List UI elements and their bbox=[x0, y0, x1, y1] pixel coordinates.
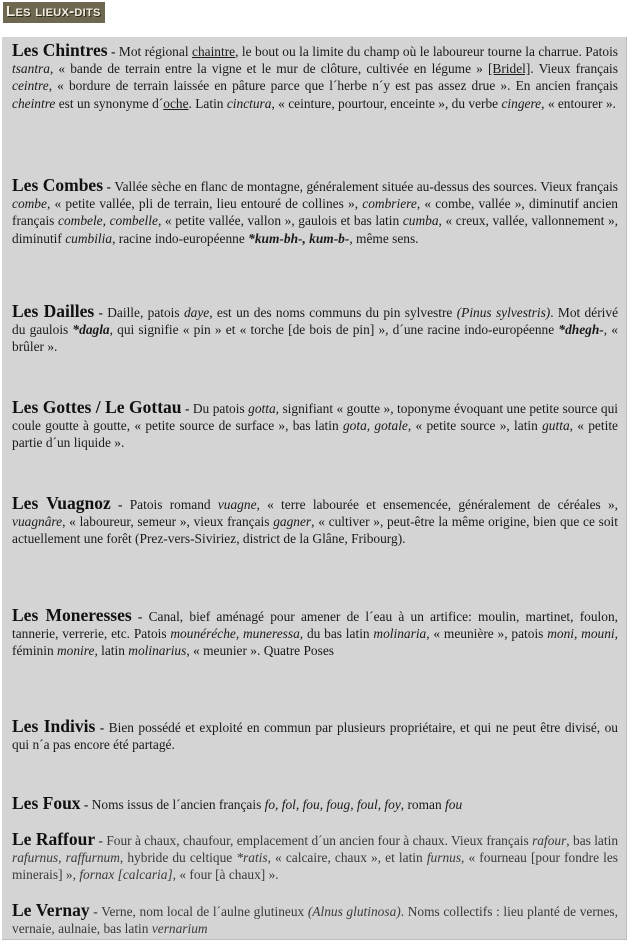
entry-text: , « terre labourée et ensemencée, généralement de céréales », bbox=[256, 497, 619, 512]
entry-text: moni, mouni bbox=[547, 626, 615, 642]
entry-text: gagner bbox=[273, 514, 312, 530]
entry-text: , le bout ou la limite du champ où le laboureur tourne la charrue. Patois bbox=[235, 44, 619, 59]
entry-text: mounéréche, muneressa bbox=[170, 626, 300, 642]
entry-text: *ratis bbox=[236, 850, 268, 866]
entry-text: , « petite source », latin bbox=[407, 418, 543, 434]
entry-text: , « petite partie d´un liquide ». bbox=[12, 418, 618, 451]
entry-text: chaintre bbox=[192, 44, 236, 59]
entry-text: , « petite vallée, pli de terrain, lieu entouré de collines », bbox=[46, 196, 363, 212]
entry-text: Du patois bbox=[192, 401, 249, 416]
entry-text: , « bande de terrain entre la vigne et le mur de clôture, cultivée en légume » bbox=[49, 61, 488, 77]
entry-term: Les Foux bbox=[12, 793, 81, 813]
entry-separator: - bbox=[103, 179, 115, 194]
entry-les-gottes bbox=[12, 399, 618, 452]
entry-text: molinaria bbox=[373, 626, 427, 642]
entry-text: , « fourneau [pour fondre les minerais] », bbox=[12, 850, 619, 883]
entry-text: oche bbox=[163, 95, 189, 111]
entry-separator: - bbox=[95, 720, 109, 735]
entry-text: fo, fol, fou, foug, foul, foy bbox=[264, 797, 401, 812]
entry-text: , « combe, vallée », diminutif ancien français bbox=[12, 196, 618, 229]
entry-text: , « brûler ». bbox=[12, 322, 618, 355]
entry-term: Les Combes bbox=[12, 175, 104, 195]
entry-text: , « meunier ». Quatre Poses bbox=[186, 643, 334, 659]
entry-le-raffour bbox=[12, 831, 618, 884]
entry-text: gutta bbox=[542, 418, 570, 434]
entry-text: tsantra bbox=[12, 61, 50, 77]
entry-le-vernay bbox=[12, 902, 618, 937]
entry-text: combriere bbox=[362, 196, 417, 212]
entry-text: , roman bbox=[400, 797, 446, 812]
entry-term: Le Raffour bbox=[12, 829, 96, 849]
entry-term: Les Indivis bbox=[12, 716, 96, 736]
entry-text: [Bridel] bbox=[487, 61, 531, 77]
entry-text: *dhegh- bbox=[558, 322, 604, 338]
entry-text: rafour bbox=[532, 833, 567, 848]
entry-text: combele, combelle bbox=[58, 213, 158, 229]
entry-text: vuagnâre bbox=[12, 514, 63, 530]
entry-text: fou bbox=[445, 797, 463, 812]
entry-separator: - bbox=[107, 44, 119, 59]
glossary-panel bbox=[2, 37, 627, 940]
entry-text: , signifiant « goutte », toponyme évoquant une petite source qui coule goutte à goutte, « petite source de surface », bas latin bbox=[12, 401, 619, 434]
page-title: Les lieux-dits bbox=[3, 2, 105, 23]
entry-text: furnus bbox=[426, 850, 462, 866]
entry-text: Four à chaux, chaufour, emplacement d´un ancien four à chaux. Vieux français bbox=[106, 833, 533, 848]
entry-term: Les Vuagnoz bbox=[12, 493, 111, 513]
entry-text: *dagla bbox=[72, 322, 110, 338]
entry-text: , « calcaire, chaux », et latin bbox=[267, 850, 427, 866]
entry-text: Patois romand bbox=[129, 497, 218, 512]
entry-term: Les Moneresses bbox=[12, 605, 132, 625]
entry-text: gotta bbox=[248, 401, 276, 416]
entry-text: , « petite vallée, vallon », gaulois et bas latin bbox=[157, 213, 403, 229]
entry-text: . Mot dérivé du gaulois bbox=[12, 305, 619, 338]
entry-text: cumba bbox=[402, 213, 439, 229]
entry-les-vuagnoz bbox=[12, 495, 618, 548]
entry-text: Daille, patois bbox=[107, 305, 184, 320]
entry-text: combe bbox=[12, 196, 47, 212]
entry-term: Le Vernay bbox=[12, 900, 90, 920]
entry-text: Noms issus de l´ancien français bbox=[91, 797, 265, 812]
entry-text: . Vieux français bbox=[530, 61, 618, 77]
entry-text: . Noms collectifs : lieu planté de vernes, vernaie, aulnaie, bas latin bbox=[12, 904, 618, 937]
entry-les-chintres bbox=[12, 42, 618, 112]
entry-term: Les Dailles bbox=[12, 301, 95, 321]
entry-separator: - bbox=[80, 797, 92, 812]
entry-text: vuagne bbox=[217, 497, 257, 512]
entry-text: *kum-bh-, kum-b- bbox=[248, 230, 350, 246]
entry-text: cumbilia bbox=[65, 230, 113, 246]
entry-text: (Alnus glutinosa) bbox=[307, 904, 401, 919]
entry-text: , est un des noms communs du pin sylvestre bbox=[209, 305, 457, 320]
entry-text: Vallée sèche en flanc de montagne, généralement située au-dessus des sources. Vieux français bbox=[114, 179, 619, 194]
entry-term: Les Gottes / Le Gottau bbox=[12, 397, 182, 417]
entry-text: . Latin bbox=[188, 95, 227, 111]
entry-text: Mot régional bbox=[118, 44, 192, 59]
entry-text: vernarium bbox=[151, 921, 208, 937]
entry-text: rafurnus, raffurnum bbox=[12, 850, 120, 866]
entry-separator: - bbox=[110, 497, 130, 512]
entry-text: , « ceinture, pourtour, enceinte », du verbe bbox=[271, 95, 502, 111]
entry-text: daye bbox=[183, 305, 210, 320]
entry-text: , « cultiver », peut-être la même origine, bien que ce soit actuellement une forêt (Prez-vers-Siviriez, district de la Glâne, Fribourg). bbox=[12, 514, 618, 547]
entry-text: , même sens. bbox=[349, 230, 419, 246]
entry-text: ceintre bbox=[12, 78, 49, 94]
entry-text: , hybride du celtique bbox=[119, 850, 237, 866]
entry-text: , féminin bbox=[12, 626, 618, 659]
entry-text: monire bbox=[57, 643, 95, 659]
entry-text: fornax [calcaria] bbox=[79, 867, 173, 883]
entry-text: est un synonyme d´ bbox=[55, 95, 164, 111]
entry-les-foux bbox=[12, 795, 618, 813]
entry-les-indivis bbox=[12, 718, 618, 753]
entry-text: cingere bbox=[501, 95, 542, 111]
entry-text: , latin bbox=[94, 643, 129, 659]
entry-separator: - bbox=[181, 401, 193, 416]
entry-separator: - bbox=[95, 833, 107, 848]
entry-text: Verne, nom local de l´aulne glutineux bbox=[101, 904, 308, 919]
entry-text: Canal, bief aménagé pour amener de l´eau à un artifice: moulin, martinet, foulon, tannerie, verrerie, etc. Patois bbox=[12, 609, 619, 642]
entry-text: , « creux, vallée, vallonnement », diminutif bbox=[12, 213, 619, 246]
entry-separator: - bbox=[94, 305, 108, 320]
entry-text: , « meunière », patois bbox=[426, 626, 548, 642]
entry-text: cinctura bbox=[226, 95, 272, 111]
entry-text: , « entourer ». bbox=[541, 95, 616, 111]
entry-text: Bien possédé et exploité en commun par plusieurs propriétaire, et qui ne peut être divisé, ou qui n´a pas encore été partagé. bbox=[12, 720, 618, 753]
entry-text: cheintre bbox=[12, 95, 56, 111]
entry-text: , « four [à chaux] ». bbox=[172, 867, 279, 883]
entry-text: molinarius bbox=[128, 643, 187, 659]
entry-text: , « laboureur, semeur », vieux français bbox=[62, 514, 274, 530]
entry-text: , « bordure de terrain laissée en pâture parce que l´herbe n´y est pas assez drue ». En ancien français bbox=[48, 78, 618, 94]
entry-text: gota, gotale bbox=[342, 418, 408, 434]
entry-text: , racine indo-européenne bbox=[112, 230, 249, 246]
entry-text: , bas latin bbox=[566, 833, 619, 848]
entry-les-moneresses bbox=[12, 607, 618, 660]
entry-separator: - bbox=[131, 609, 149, 624]
entry-separator: - bbox=[89, 904, 102, 919]
entry-text: , du bas latin bbox=[299, 626, 374, 642]
entry-term: Les Chintres bbox=[12, 40, 108, 60]
entry-text: (Pinus sylvestris) bbox=[456, 305, 551, 320]
entry-les-dailles bbox=[12, 303, 618, 356]
entry-les-combes bbox=[12, 177, 618, 247]
entry-text: , qui signifie « pin » et « torche [de bois de pin] », d´une racine indo-européenne bbox=[109, 322, 559, 338]
